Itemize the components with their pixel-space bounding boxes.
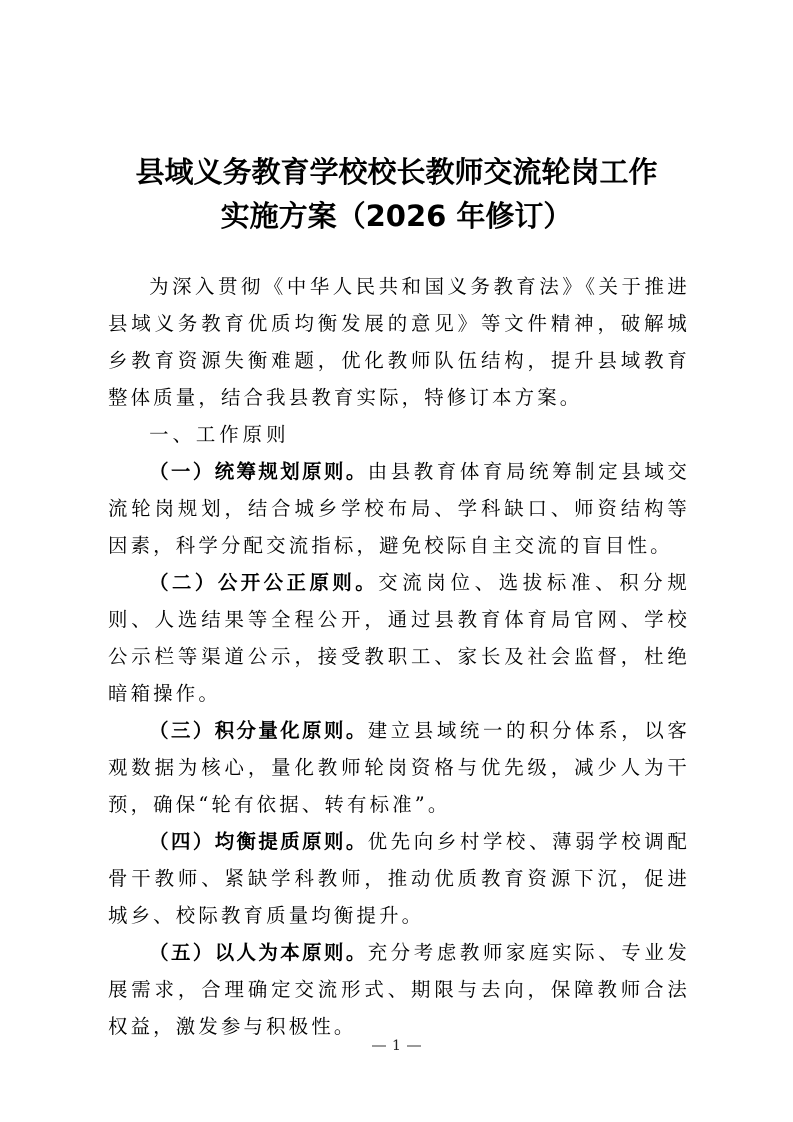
principle-paragraph-1 [108, 453, 690, 564]
principle-text-5: 充分考虑教师家庭实际、专业发展需求，合理确定交流形式、期限与去向，保障教师合法权益，激发参与积极性。 [108, 941, 690, 1038]
principle-lead-1: （一）统筹规划原则。 [149, 460, 368, 483]
document-title [60, 150, 733, 238]
principle-text-3: 建立县域统一的积分体系，以客观数据为核心，量化教师轮岗资格与优先级，减少人为干预，确保“轮有依据、转有标准”。 [108, 719, 690, 816]
document-body [108, 268, 690, 1045]
section-heading-work-principles: 一、工作原则 [149, 423, 290, 446]
principle-paragraph-5 [108, 934, 690, 1045]
principle-paragraph-3 [108, 712, 690, 823]
dash-right-decoration [407, 1045, 421, 1047]
principle-paragraph-4 [108, 823, 690, 934]
principle-paragraph-2 [108, 564, 690, 712]
principle-lead-4: （四）均衡提质原则。 [149, 830, 368, 853]
intro-paragraph: 为深入贯彻《中华人民共和国义务教育法》《关于推进县域义务教育优质均衡发展的意见》等文件精神，破解城乡教育资源失衡难题，优化教师队伍结构，提升县域教育整体质量，结合我县教育实际，特修订本方案。 [108, 275, 690, 409]
principle-text-1: 由县教育体育局统筹制定县域交流轮岗规划，结合城乡学校布局、学科缺口、师资结构等因素，科学分配交流指标，避免校际自主交流的盲目性。 [108, 460, 690, 557]
page-number-footer [0, 1038, 793, 1054]
principle-lead-2: （二）公开公正原则。 [149, 571, 379, 594]
title-line-2: 实施方案（2026 年修订） [220, 199, 573, 233]
dash-left-decoration [372, 1045, 386, 1047]
principle-lead-3: （三）积分量化原则。 [149, 719, 368, 742]
principle-text-4: 优先向乡村学校、薄弱学校调配骨干教师、紧缺学科教师，推动优质教育资源下沉，促进城乡、校际教育质量均衡提升。 [108, 830, 690, 927]
title-line-1: 县域义务教育学校校长教师交流轮岗工作 [135, 155, 658, 189]
principle-lead-5: （五）以人为本原则。 [149, 941, 368, 964]
principle-text-2: 交流岗位、选拔标准、积分规则、人选结果等全程公开，通过县教育体育局官网、学校公示栏等渠道公示，接受教职工、家长及社会监督，杜绝暗箱操作。 [108, 571, 691, 705]
page-number: 1 [392, 1038, 401, 1054]
